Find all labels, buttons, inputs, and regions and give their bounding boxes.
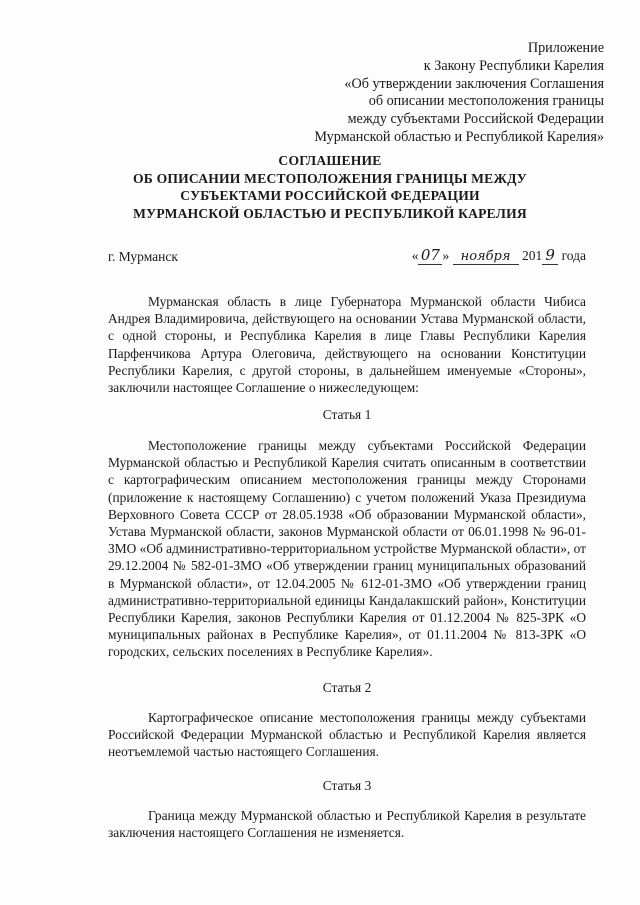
handwritten-month: ноября bbox=[453, 249, 519, 265]
city-name: г. Мурманск bbox=[108, 249, 178, 264]
article-3-heading: Статья 3 bbox=[322, 778, 372, 793]
article-3-text: Граница между Мурманской областью и Республикой Карелия в результате заключения настоящего Соглашения не изменяется. bbox=[108, 808, 586, 841]
document-title bbox=[60, 152, 600, 222]
date-open-quote: « bbox=[411, 248, 419, 263]
appendix-line: между субъектами Российской Федерации bbox=[347, 111, 604, 128]
appendix-line: об описании местоположения границы bbox=[368, 93, 604, 110]
appendix-block bbox=[244, 40, 604, 147]
preamble-text: Мурманская область в лице Губернатора Мурманской области Чибиса Андрея Владимировича, действующего на основании Устава Мурманской области, с одной стороны, и Республика Карелия в лице Главы Республики Карелия Парфенчикова Артура Олеговича, действующего на основании Конституции Республики Карелия, с другой стороны, в дальнейшем именуемые «Стороны», заключили настоящее Соглашение о нижеследующем: bbox=[108, 294, 586, 396]
title-line: ОБ ОПИСАНИИ МЕСТОПОЛОЖЕНИЯ ГРАНИЦЫ МЕЖДУ bbox=[133, 170, 527, 186]
appendix-line: к Закону Республики Карелия bbox=[423, 57, 604, 74]
appendix-line: Мурманской областью и Республикой Карелия» bbox=[314, 128, 604, 145]
article-1-text: Местоположение границы между субъектами Российской Федерации Мурманской областью и Республикой Карелия считать описанным в соответствии с картографическим описанием местоположения границы между Сторонами (приложение к настоящему Соглашению) с учетом положений Указа Президиума Верховного Совета СССР от 28.05.1938 «Об образовании Мурманской области», Устава Мурманской области, законов Мурманской области от 06.01.1998 № 96-01-ЗМО «Об административно-территориальном устройстве Мурманской области», от 29.12.2004 № 582-01-ЗМО «Об утверждении границ муниципальных образований в Мурманской области», от 12.04.2005 № 612-01-ЗМО «Об утверждении границ административно-территориальной единицы Кандалакшский район», Конституции Республики Карелия, законов Республики Карелия от 01.12.2004 № 825-ЗРК «О муниципальных районах в Республике Карелия», от 01.11.2004 № 813-ЗРК «О городских, сельских поселениях в Республике Карелия». bbox=[108, 438, 586, 660]
title-line: СОГЛАШЕНИЕ bbox=[278, 153, 382, 168]
appendix-line: Приложение bbox=[527, 40, 604, 56]
article-2-paragraph bbox=[108, 709, 586, 761]
title-line: МУРМАНСКОЙ ОБЛАСТЬЮ И РЕСПУБЛИКОЙ КАРЕЛИЯ bbox=[133, 205, 527, 221]
preamble-paragraph bbox=[108, 293, 586, 396]
title-line: СУБЪЕКТАМИ РОССИЙСКОЙ ФЕДЕРАЦИИ bbox=[180, 188, 480, 203]
year-suffix: года bbox=[561, 248, 586, 263]
article-2-heading: Статья 2 bbox=[322, 680, 372, 695]
signing-date bbox=[412, 246, 586, 265]
article-1-heading: Статья 1 bbox=[322, 407, 372, 422]
place-date-row bbox=[108, 246, 586, 268]
handwritten-year-digit: 9 bbox=[542, 246, 558, 265]
article-2-text: Картографическое описание местоположения границы между субъектами Российской Федерации Мурманской областью и Республикой Карелия является неотъемлемой частью настоящего Соглашения. bbox=[108, 710, 586, 760]
year-prefix: 201 bbox=[521, 248, 543, 263]
handwritten-day: 07 bbox=[418, 246, 442, 265]
article-3-paragraph bbox=[108, 807, 586, 841]
article-1-paragraph bbox=[108, 437, 586, 661]
appendix-line: «Об утверждении заключения Соглашения bbox=[344, 75, 604, 92]
date-close-quote: » bbox=[442, 248, 450, 263]
